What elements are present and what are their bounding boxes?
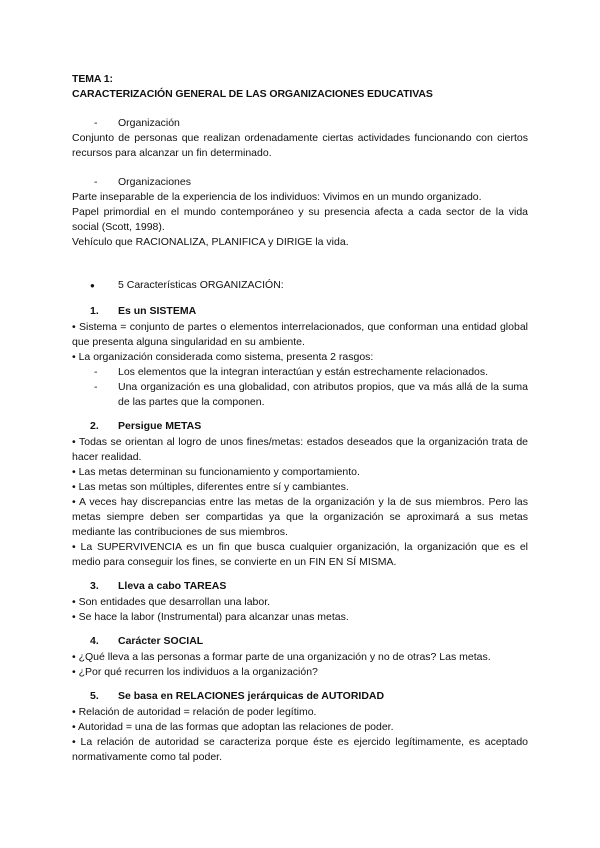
section-1-item: • Sistema = conjunto de partes o elementos interrelacionados, que conforman una entidad global que presenta alguna singularidad en su ambiente. [72,321,528,348]
section-2-item: • Todas se orientan al logro de unos fines/metas: estados deseados que la organización trata de hacer realidad. [72,436,528,463]
caracteristicas-heading: ● 5 Características ORGANIZACIÓN: [72,278,528,293]
organizaciones-line-3: Vehículo que RACIONALIZA, PLANIFICA y DIRIGE la vida. [72,236,349,248]
section-5-heading [72,689,528,704]
section-1-title: Es un SISTEMA [118,305,197,317]
organizacion-definition: Conjunto de personas que realizan ordenadamente ciertas actividades funcionando con ciertos recursos para alcanzar un fin determinado. [72,132,528,159]
document-title [72,72,528,102]
section-4-number: 4. [90,635,99,647]
section-2-item: • La SUPERVIVENCIA es un fin que busca cualquier organización, la organización que es el medio para conseguir los fines, se convierte en un FIN EN SÍ MISMA. [72,541,528,568]
section-1-number: 1. [90,305,99,317]
section-3-item: • Son entidades que desarrollan una labor. [72,596,271,608]
section-3-item: • Se hace la labor (Instrumental) para alcanzar unas metas. [72,611,349,623]
section-2-item: • Las metas determinan su funcionamiento y comportamiento. [72,466,360,478]
section-4-item: • ¿Por qué recurren los individuos a la organización? [72,666,318,678]
section-4-title: Carácter SOCIAL [118,635,204,647]
section-4-heading [72,634,528,649]
section-5-item: • Autoridad = una de las formas que adoptan las relaciones de poder. [72,721,394,733]
title-line-1: TEMA 1: [72,73,113,85]
organizaciones-line-2: Papel primordial en el mundo contemporáneo y su presencia afecta a cada sector de la vida social (Scott, 1998). [72,206,528,233]
section-3-title: Lleva a cabo TAREAS [118,580,227,592]
section-1-subitem: - Los elementos que la integran interactúan y están estrechamente relacionados. [72,365,528,380]
organizacion-heading: - Organización [72,116,528,131]
section-5-number: 5. [90,690,99,702]
section-1-heading [72,304,528,319]
section-5-item: • Relación de autoridad = relación de poder legítimo. [72,706,317,718]
organizaciones-heading: - Organizaciones [72,175,528,190]
section-2-item: • A veces hay discrepancias entre las metas de la organización y la de sus miembros. Pero las metas siempre deben ser compartidas ya que la organización se aproximará a sus metas mediante las contribuciones de sus miembros. [72,496,528,538]
section-2-title: Persigue METAS [118,420,202,432]
section-3-number: 3. [90,580,99,592]
section-4-item: • ¿Qué lleva a las personas a formar parte de una organización y no de otras? Las metas. [72,651,491,663]
section-1-subitem: - Una organización es una globalidad, con atributos propios, que va más allá de la suma de las partes que la componen. [72,380,528,410]
section-2-item: • Las metas son múltiples, diferentes entre sí y cambiantes. [72,481,349,493]
title-line-2: CARACTERIZACIÓN GENERAL DE LAS ORGANIZACIONES EDUCATIVAS [72,88,433,100]
section-5-title: Se basa en RELACIONES jerárquicas de AUTORIDAD [118,690,385,702]
section-5-item: • La relación de autoridad se caracteriza porque éste es ejercido legítimamente, es aceptado normativamente como tal poder. [72,736,528,763]
section-2-heading [72,419,528,434]
section-3-heading [72,579,528,594]
document-page [72,72,528,765]
organizaciones-line-1: Parte inseparable de la experiencia de los individuos: Vivimos en un mundo organizado. [72,191,482,203]
section-1-item: • La organización considerada como sistema, presenta 2 rasgos: [72,351,374,363]
section-2-number: 2. [90,420,99,432]
